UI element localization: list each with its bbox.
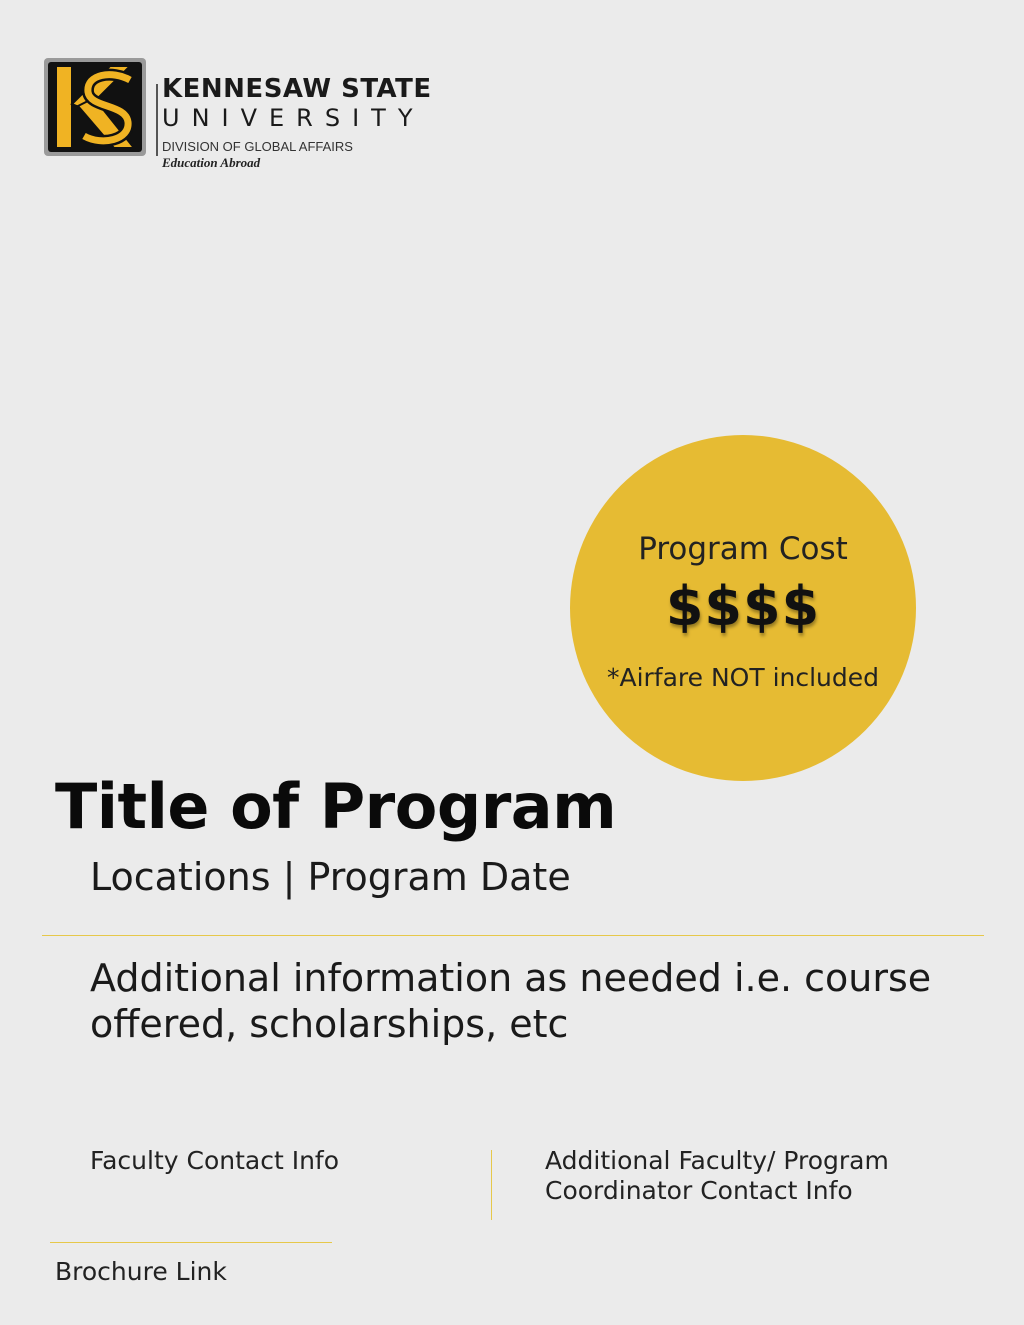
additional-contact-info: Additional Faculty/ Program Coordinator Contact Info (545, 1146, 889, 1205)
logo-division-name: DIVISION OF GLOBAL AFFAIRS (162, 139, 353, 154)
ks-logo-mark-icon (42, 56, 148, 158)
university-logo (42, 56, 462, 176)
logo-department-name: Education Abroad (162, 155, 261, 170)
footer-divider (50, 1242, 332, 1243)
additional-information: Additional information as needed i.e. course offered, scholarships, etc (90, 956, 932, 1046)
brochure-link[interactable]: Brochure Link (55, 1257, 227, 1286)
program-cost-value: $$$$ (665, 575, 821, 638)
program-cost-label: Program Cost (638, 531, 848, 567)
program-cost-badge (570, 435, 916, 781)
logo-university-word: UNIVERSITY (162, 104, 425, 132)
program-subtitle: Locations | Program Date (90, 855, 571, 899)
faculty-contact-info: Faculty Contact Info (90, 1146, 340, 1175)
airfare-note: *Airfare NOT included (606, 663, 880, 692)
section-divider (42, 935, 984, 936)
logo-university-name: KENNESAW STATE (162, 74, 432, 104)
program-title: Title of Program (55, 770, 617, 843)
contact-divider (491, 1150, 492, 1220)
logo-divider (156, 84, 158, 156)
